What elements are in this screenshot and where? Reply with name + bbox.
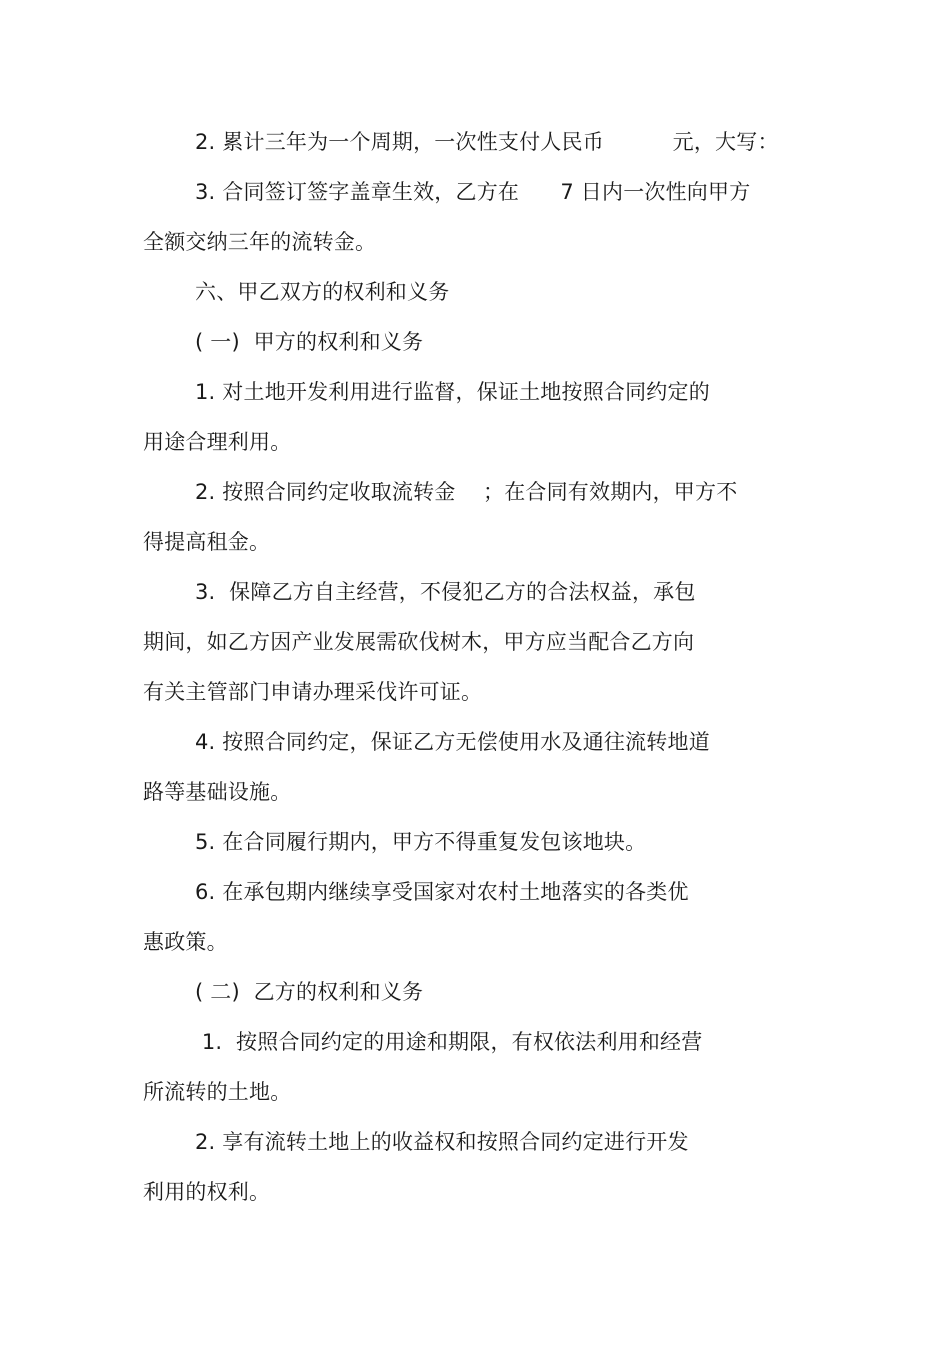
text-line: 5. 在合同履行期内，甲方不得重复发包该地块。 <box>195 830 647 854</box>
text-line: 全额交纳三年的流转金。 <box>143 230 377 254</box>
text-line: 4. 按照合同约定，保证乙方无偿使用水及通往流转地道 <box>195 730 710 754</box>
text-line: 2. 按照合同约定收取流转金 ；在合同有效期内，甲方不 <box>195 480 738 504</box>
text-line: 3. 合同签订签字盖章生效，乙方在 7 日内一次性向甲方 <box>195 180 751 204</box>
text-line: 2. 累计三年为一个周期，一次性支付人民币 元，大写： <box>195 130 779 154</box>
subsection-heading: ( 二) 乙方的权利和义务 <box>195 980 424 1004</box>
text-line: 有关主管部门申请办理采伐许可证。 <box>143 680 483 704</box>
text-line: 1. 按照合同约定的用途和期限，有权依法利用和经营 <box>195 1030 703 1054</box>
text-line: 用途合理利用。 <box>143 430 292 454</box>
text-line: 期间，如乙方因产业发展需砍伐树木，甲方应当配合乙方向 <box>143 630 695 654</box>
section-heading: 六、甲乙双方的权利和义务 <box>195 280 450 304</box>
text-line: 2. 享有流转土地上的收益权和按照合同约定进行开发 <box>195 1130 689 1154</box>
text-line: 1. 对土地开发利用进行监督，保证土地按照合同约定的 <box>195 380 710 404</box>
text-line: 得提高租金。 <box>143 530 271 554</box>
text-line: 惠政策。 <box>143 930 228 954</box>
subsection-heading: ( 一) 甲方的权利和义务 <box>195 330 424 354</box>
text-line: 3. 保障乙方自主经营，不侵犯乙方的合法权益，承包 <box>195 580 696 604</box>
text-line: 路等基础设施。 <box>143 780 292 804</box>
text-line: 所流转的土地。 <box>143 1080 292 1104</box>
text-line: 利用的权利。 <box>143 1180 271 1204</box>
text-line: 6. 在承包期内继续享受国家对农村土地落实的各类优 <box>195 880 689 904</box>
